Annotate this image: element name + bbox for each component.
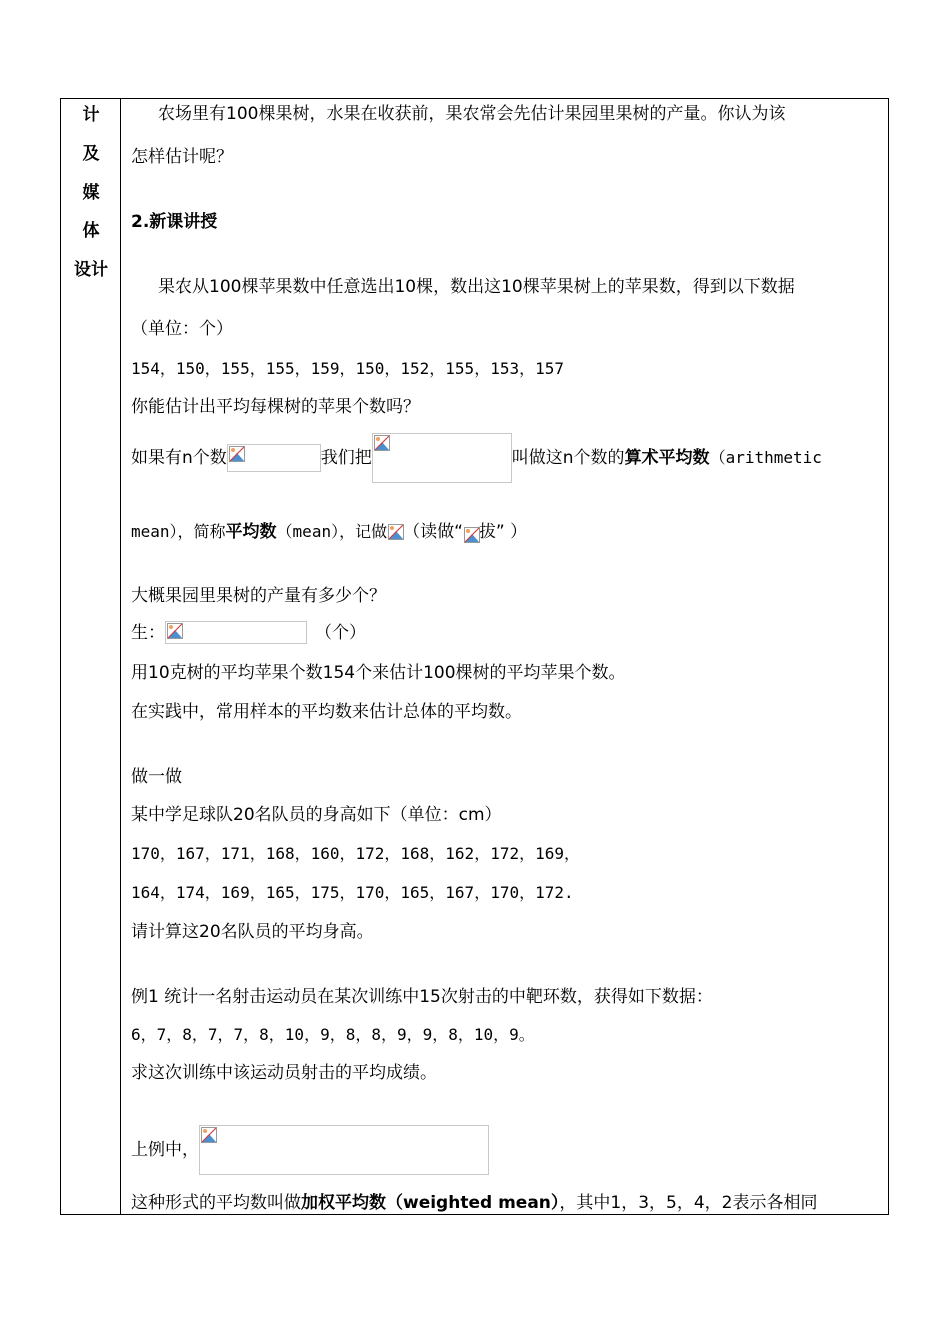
broken-image-icon [167, 623, 183, 639]
paragraph-text: 请计算这20名队员的平均身高。 [131, 922, 374, 942]
definition-text: 如果有n个数 [131, 448, 227, 468]
data-values: 164，174，169，165，175，170，165，167，170，172. [131, 883, 574, 902]
term-bold: 算术平均数 [624, 448, 710, 468]
formula-image [372, 433, 512, 483]
section-label-char: 及 [82, 144, 100, 164]
example-text: 例1 统计一名射击运动员在某次训练中15次射击的中靶环数，获得如下数据： [131, 987, 713, 1007]
mean-line [131, 519, 527, 545]
question-text: 大概果园里果树的产量有多少个？ [131, 586, 386, 606]
question-text: 你能估计出平均每棵树的苹果个数吗？ [131, 397, 420, 417]
paragraph-text: 果农从100棵苹果数中任意选出10棵，数出这10棵苹果树上的苹果数，得到以下数据 [158, 277, 795, 297]
unit-text: （个） [315, 622, 366, 643]
data-values: 154，150，155，155，159，150，152，155，153，157 [131, 359, 564, 378]
section-label-char: 媒 [82, 183, 100, 203]
broken-image-icon [464, 527, 480, 543]
formula-image [165, 621, 307, 644]
definition-text: 叫做这n个数的 [511, 448, 625, 468]
formula-image [227, 444, 321, 472]
section-heading: 2.新课讲授 [131, 212, 218, 232]
data-values: 170，167，171，168，160，172，168，162，172，169， [131, 844, 580, 863]
paragraph-text: （单位：个） [131, 319, 233, 339]
paragraph-text: 某中学足球队20名队员的身高如下（单位：cm） [131, 805, 502, 825]
lesson-table [60, 98, 889, 1215]
weighted-text: ，其中1，3，5，4，2表示各相同 [559, 1193, 818, 1213]
formula-image [387, 519, 403, 545]
definition-text: （arithmetic [709, 448, 822, 467]
broken-image-icon [201, 1127, 217, 1143]
weighted-text: 这种形式的平均数叫做 [131, 1193, 301, 1213]
term-bold: 加权平均数（weighted mean） [301, 1193, 560, 1213]
student-answer-line [131, 621, 366, 644]
term-bold: 平均数 [225, 522, 277, 542]
mean-text: （mean），记做 [276, 522, 388, 541]
definition-text: 我们把 [320, 448, 372, 468]
formula-image [199, 1125, 489, 1175]
section-label-char: 设计 [74, 260, 108, 280]
broken-image-icon [388, 524, 404, 540]
paragraph-text: 在实践中，常用样本的平均数来估计总体的平均数。 [131, 702, 522, 722]
above-example-line [131, 1125, 489, 1175]
section-label-char: 体 [82, 221, 100, 241]
above-label: 上例中， [131, 1140, 199, 1160]
broken-image-icon [229, 446, 245, 462]
paragraph-text: 用10克树的平均苹果个数154个来估计100棵树的平均苹果个数。 [131, 663, 626, 683]
section-label-column [61, 99, 121, 1214]
intro-text: 农场里有100棵果树，水果在收获前，果农常会先估计果园里果树的产量。你认为该 [158, 104, 786, 124]
formula-image [463, 519, 479, 545]
subsection-heading: 做一做 [131, 767, 182, 787]
data-values: 6，7，8，7，7，8，10，9，8，8，9，9，8，10，9。 [131, 1025, 535, 1044]
mean-text: （读做“ [403, 522, 463, 542]
content-cell [122, 99, 888, 1214]
broken-image-icon [374, 435, 390, 451]
definition-line [131, 433, 822, 483]
intro-text: 怎样估计呢？ [131, 147, 233, 167]
mean-text: 拔” ） [478, 522, 528, 542]
paragraph-text: 求这次训练中该运动员射击的平均成绩。 [131, 1063, 437, 1083]
section-label-char: 计 [82, 105, 100, 125]
weighted-mean-line [131, 1192, 818, 1214]
student-label: 生： [131, 622, 165, 643]
mean-text: mean），简称 [131, 522, 226, 541]
